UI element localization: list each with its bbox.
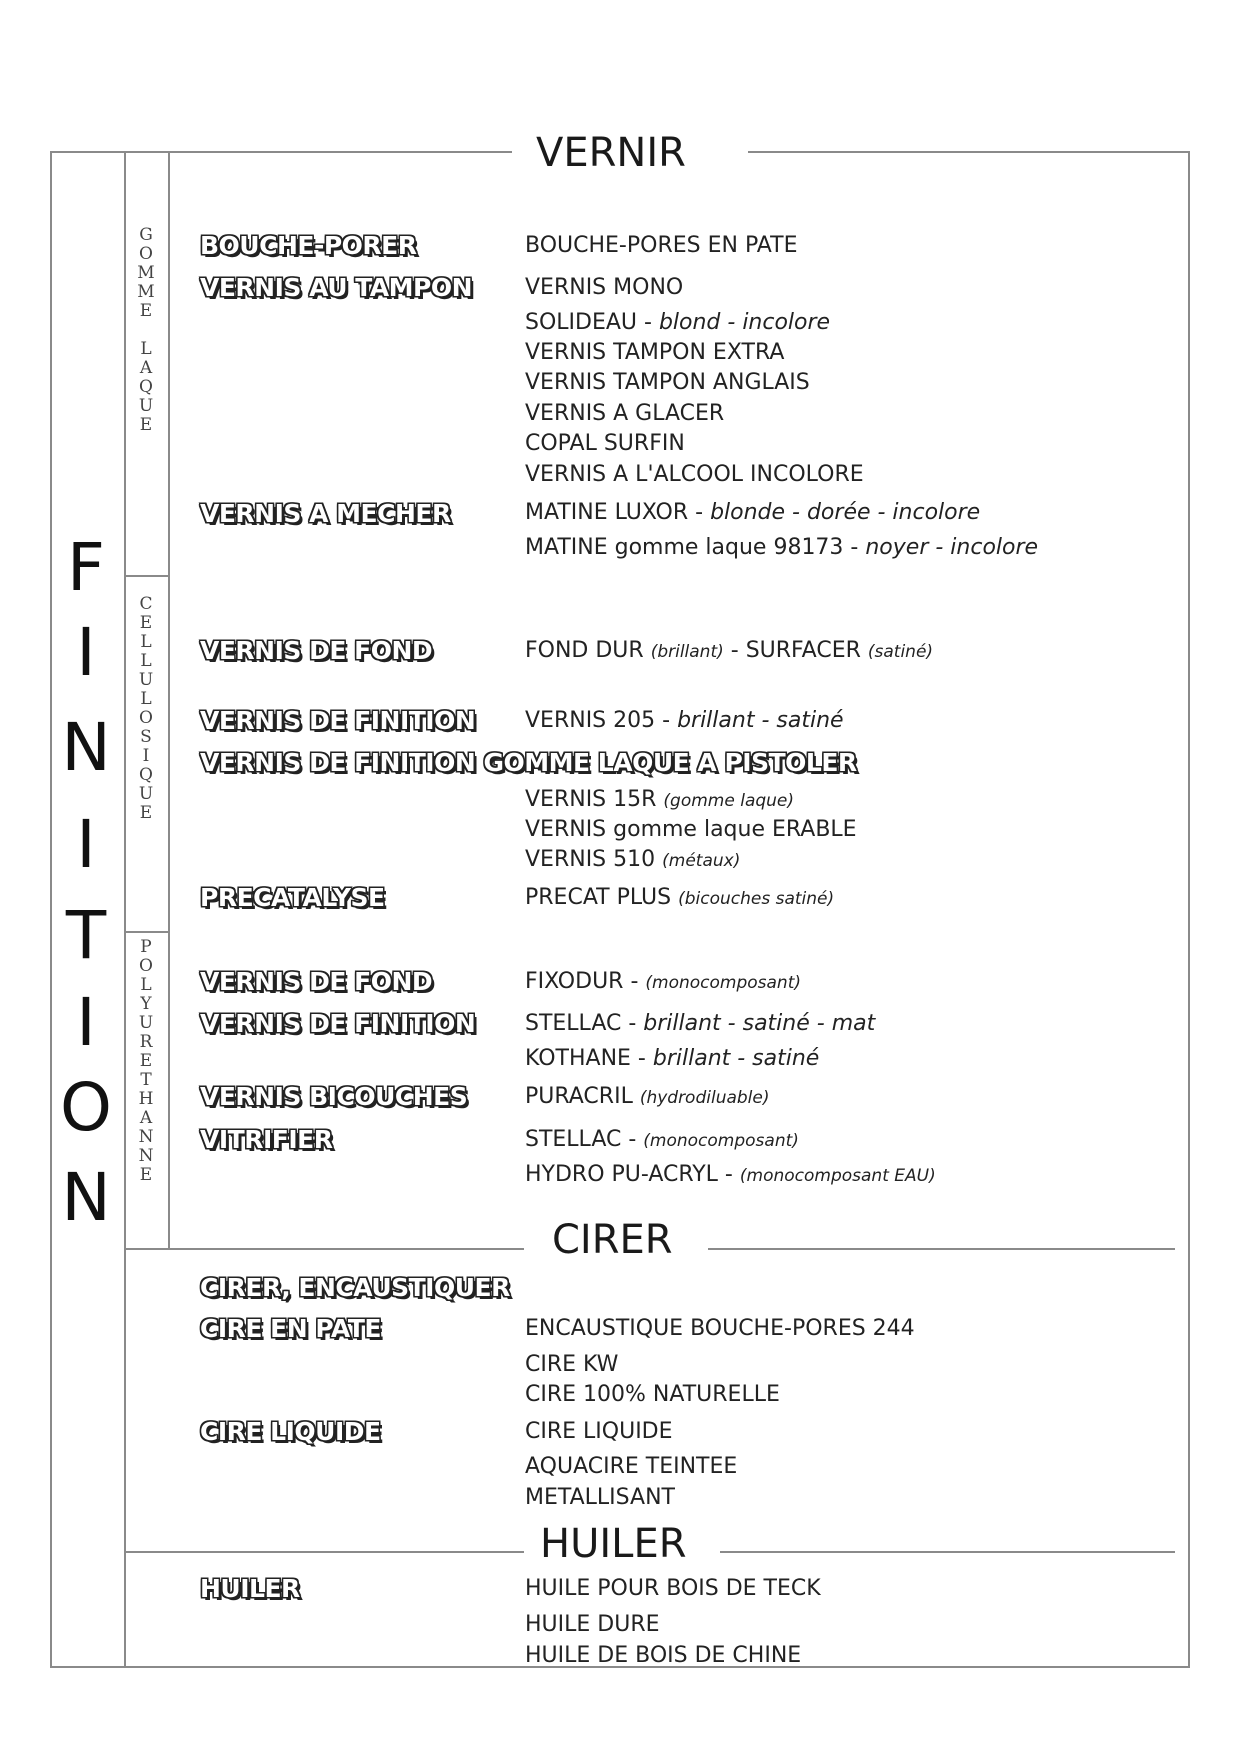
- product-line: AQUACIRE TEINTEE: [525, 1454, 738, 1479]
- frame-left: [50, 151, 52, 1667]
- subcolumn-letter: Q: [139, 765, 153, 785]
- category-vernis-fond: VERNIS DE FOND: [200, 636, 433, 665]
- subcolumn-polyurethanne: [129, 938, 163, 1185]
- product-line: HUILE DE BOIS DE CHINE: [525, 1643, 802, 1668]
- product-name: VERNIS 205 -: [525, 708, 678, 733]
- subcolumn-letter: A: [139, 358, 153, 378]
- product-name: PRECAT PLUS: [525, 885, 679, 910]
- subcolumn-letter: P: [140, 937, 152, 957]
- product-note: (métaux): [662, 851, 741, 871]
- category-cirer-encaustiquer: CIRER, ENCAUSTIQUER: [200, 1273, 510, 1302]
- product-name: FOND DUR: [525, 638, 651, 663]
- product-line: [525, 708, 844, 734]
- product-note: (monocomposant): [645, 973, 802, 993]
- section-title-cirer: CIRER: [552, 1217, 673, 1263]
- finition-letter: O: [60, 1069, 112, 1146]
- finition-letter: T: [65, 897, 107, 974]
- subcolumn-split-2: [124, 931, 169, 933]
- subcolumn-letter: C: [139, 594, 153, 614]
- subcolumn-cellulosique: [129, 595, 163, 823]
- category-vernis-tampon: VERNIS AU TAMPON: [200, 273, 473, 302]
- subcolumn-letter: O: [139, 244, 153, 264]
- subcolumn-letter: Y: [140, 994, 152, 1014]
- product-line: [525, 1011, 875, 1037]
- product-note: (monocomposant): [643, 1131, 799, 1151]
- product-name: MATINE gomme laque 98173 -: [525, 535, 866, 560]
- subcolumn-divider: [168, 151, 170, 1248]
- product-variant: brillant - satiné: [677, 708, 844, 733]
- product-line: [525, 535, 1038, 561]
- category-cire-liquide: CIRE LIQUIDE: [200, 1417, 381, 1446]
- subcolumn-letter: L: [140, 651, 152, 671]
- product-line: CIRE LIQUIDE: [525, 1419, 673, 1444]
- product-name: KOTHANE -: [525, 1046, 653, 1071]
- product-line: VERNIS TAMPON EXTRA: [525, 340, 785, 365]
- product-note: (satiné): [867, 642, 934, 662]
- finition-letter: N: [61, 709, 111, 786]
- subcolumn-letter: O: [139, 956, 153, 976]
- product-name: STELLAC -: [525, 1011, 644, 1036]
- subcolumn-letter: U: [138, 670, 154, 690]
- product-note: (gomme laque): [663, 791, 795, 811]
- product-name: - SURFACER: [723, 638, 868, 663]
- product-line: BOUCHE-PORES EN PATE: [525, 233, 798, 258]
- product-line: HUILE DURE: [525, 1612, 660, 1637]
- product-line: [525, 1046, 819, 1072]
- category-huiler: HUILER: [200, 1574, 300, 1603]
- subcolumn-letter: L: [140, 339, 152, 359]
- subcolumn-letter: E: [139, 1051, 153, 1071]
- subcolumn-letter: E: [139, 301, 153, 321]
- product-name: FIXODUR -: [525, 969, 646, 994]
- product-line: [525, 500, 980, 526]
- product-name: PURACRIL: [525, 1084, 640, 1109]
- subcolumn-letter: T: [140, 1070, 152, 1090]
- subcolumn-letter: E: [139, 1165, 153, 1185]
- product-line: VERNIS A L'ALCOOL INCOLORE: [525, 462, 864, 487]
- product-line: [525, 310, 830, 336]
- category-vernis-finition: VERNIS DE FINITION: [200, 1009, 476, 1038]
- subcolumn-letter: G: [139, 225, 153, 245]
- category-vernis-bicouches: VERNIS BICOUCHES: [200, 1082, 468, 1111]
- subcolumn-letter: [129, 321, 163, 340]
- category-cire-pate: CIRE EN PATE: [200, 1314, 381, 1343]
- huiler-line-right: [720, 1551, 1175, 1553]
- subcolumn-letter: R: [139, 1032, 153, 1052]
- subcolumn-letter: U: [138, 784, 154, 804]
- product-line: CIRE KW: [525, 1352, 619, 1377]
- category-bouche-porer: BOUCHE-PORER: [200, 231, 417, 260]
- product-line: METALLISANT: [525, 1485, 675, 1510]
- subcolumn-letter: U: [138, 396, 154, 416]
- cirer-line-right: [708, 1248, 1175, 1250]
- subcolumn-letter: I: [142, 746, 150, 766]
- product-line: VERNIS A GLACER: [525, 401, 725, 426]
- product-name: MATINE LUXOR -: [525, 500, 711, 525]
- product-name: SOLIDEAU -: [525, 310, 659, 335]
- product-line: [525, 638, 933, 665]
- product-variant: blond - incolore: [658, 310, 831, 335]
- subcolumn-letter: N: [138, 1146, 154, 1166]
- category-vitrifier: VITRIFIER: [200, 1125, 333, 1154]
- subcolumn-letter: L: [140, 975, 152, 995]
- product-note: (monocomposant EAU): [739, 1166, 936, 1186]
- subcolumn-letter: H: [138, 1089, 154, 1109]
- subcolumn-letter: M: [137, 282, 155, 302]
- subcolumn-letter: N: [138, 1127, 154, 1147]
- section-title-vernir: VERNIR: [536, 130, 686, 176]
- product-note: (brillant): [650, 642, 724, 662]
- product-variant: brillant - satiné: [652, 1046, 820, 1071]
- subcolumn-letter: A: [139, 1108, 153, 1128]
- product-line: ENCAUSTIQUE BOUCHE-PORES 244: [525, 1316, 915, 1341]
- subcolumn-split-1: [124, 575, 169, 577]
- product-note: (bicouches satiné): [678, 889, 835, 909]
- finition-letter: I: [76, 984, 96, 1061]
- product-line: [525, 1162, 936, 1189]
- product-line: [525, 969, 801, 996]
- subcolumn-letter: M: [137, 263, 155, 283]
- subcolumn-letter: E: [139, 613, 153, 633]
- frame-top-left: [50, 151, 512, 153]
- product-variant: brillant - satiné - mat: [643, 1011, 876, 1036]
- product-name: VERNIS 510: [525, 847, 663, 872]
- finition-divider: [124, 151, 126, 1667]
- subcolumn-letter: L: [140, 632, 152, 652]
- section-title-huiler: HUILER: [540, 1521, 687, 1567]
- product-line: [525, 885, 834, 912]
- category-vernis-finition: VERNIS DE FINITION: [200, 706, 476, 735]
- cirer-line-left: [124, 1248, 524, 1250]
- subcolumn-letter: E: [139, 803, 153, 823]
- category-vernis-finition-pistoler: VERNIS DE FINITION GOMME LAQUE A PISTOLER: [200, 748, 857, 777]
- subcolumn-letter: L: [140, 689, 152, 709]
- subcolumn-letter: Q: [139, 377, 153, 397]
- huiler-line-left: [124, 1551, 524, 1553]
- product-line: [525, 1084, 770, 1111]
- product-line: VERNIS TAMPON ANGLAIS: [525, 370, 810, 395]
- product-name: STELLAC -: [525, 1127, 644, 1152]
- product-name: VERNIS 15R: [525, 787, 664, 812]
- product-line: COPAL SURFIN: [525, 431, 685, 456]
- finition-letter: F: [67, 529, 105, 606]
- product-name: HYDRO PU-ACRYL -: [525, 1162, 740, 1187]
- subcolumn-letter: O: [139, 708, 153, 728]
- category-precatalyse: PRECATALYSE: [200, 883, 385, 912]
- product-variant: blonde - dorée - incolore: [710, 500, 981, 525]
- subcolumn-letter: S: [140, 727, 152, 747]
- finition-letter: I: [76, 806, 96, 883]
- finition-letter: I: [76, 614, 96, 691]
- product-line: [525, 787, 794, 814]
- product-variant: noyer - incolore: [865, 535, 1039, 560]
- product-line: VERNIS MONO: [525, 275, 684, 300]
- product-line: HUILE POUR BOIS DE TECK: [525, 1576, 821, 1601]
- frame-right: [1188, 151, 1190, 1667]
- product-note: (hydrodiluable): [639, 1088, 770, 1108]
- category-vernis-fond: VERNIS DE FOND: [200, 967, 433, 996]
- product-line: [525, 847, 740, 874]
- frame-top-right: [748, 151, 1189, 153]
- finition-letter: N: [61, 1159, 111, 1236]
- category-vernis-mecher: VERNIS A MECHER: [200, 499, 451, 528]
- product-line: [525, 1127, 799, 1154]
- product-line: CIRE 100% NATURELLE: [525, 1382, 780, 1407]
- subcolumn-letter: E: [139, 415, 153, 435]
- subcolumn-gomme-laque: [129, 226, 163, 435]
- subcolumn-letter: U: [138, 1013, 154, 1033]
- product-line: VERNIS gomme laque ERABLE: [525, 817, 857, 842]
